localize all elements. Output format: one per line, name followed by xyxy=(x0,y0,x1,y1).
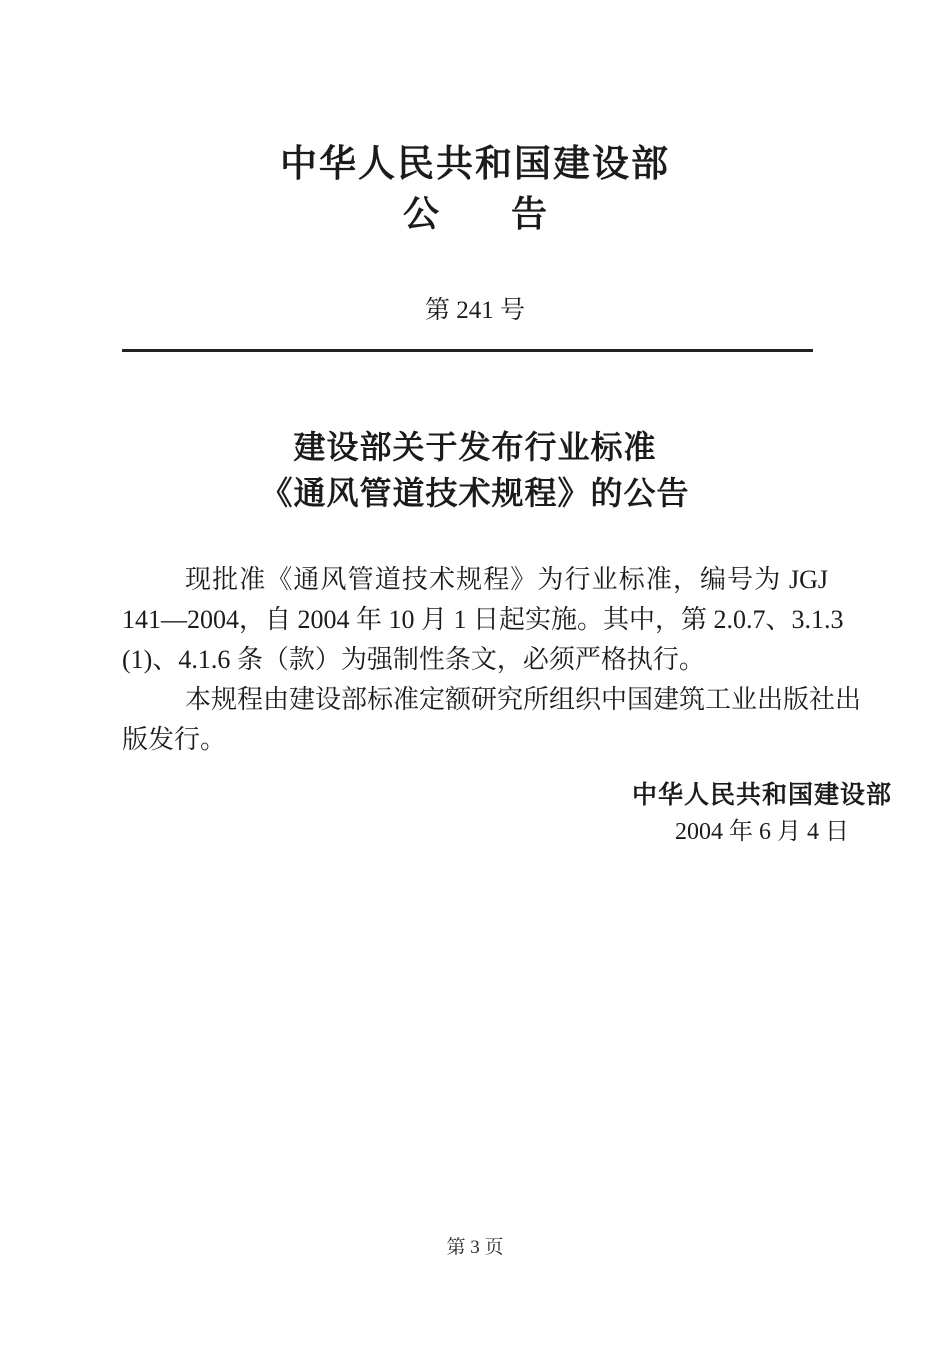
notice-title xyxy=(0,424,950,516)
page-number: 第 3 页 xyxy=(446,1237,504,1258)
body-paragraph2-line2: 版发行。 xyxy=(122,725,227,754)
notice-title-line2: 《通风管道技术规程》的公告 xyxy=(260,475,690,511)
body-paragraph2-line1: 本规程由建设部标准定额研究所组织中国建筑工业出版社出 xyxy=(185,685,862,714)
signature-date: 2004 年 6 月 4 日 xyxy=(674,819,849,845)
body-paragraph1-line3: (1)、4.1.6 条（款）为强制性条文，必须严格执行。 xyxy=(122,645,705,674)
header-divider-rule xyxy=(122,349,813,352)
signature-block xyxy=(0,780,950,846)
body-paragraph1-line2: 141—2004，自 2004 年 10 月 1 日起实施。其中，第 2.0.7、3.1.3 xyxy=(122,605,844,634)
signature-issuer: 中华人民共和国建设部 xyxy=(631,781,892,809)
ministry-name-heading: 中华人民共和国建设部 xyxy=(280,143,670,184)
announcement-heading: 公 告 xyxy=(402,193,547,234)
announcement-number: 第 241 号 xyxy=(424,297,525,324)
body-text xyxy=(122,560,862,760)
page-footer xyxy=(0,1236,950,1260)
notice-title-line1: 建设部关于发布行业标准 xyxy=(293,429,657,465)
body-paragraph1-line1: 现批准《通风管道技术规程》为行业标准，编号为 JGJ xyxy=(185,565,828,594)
